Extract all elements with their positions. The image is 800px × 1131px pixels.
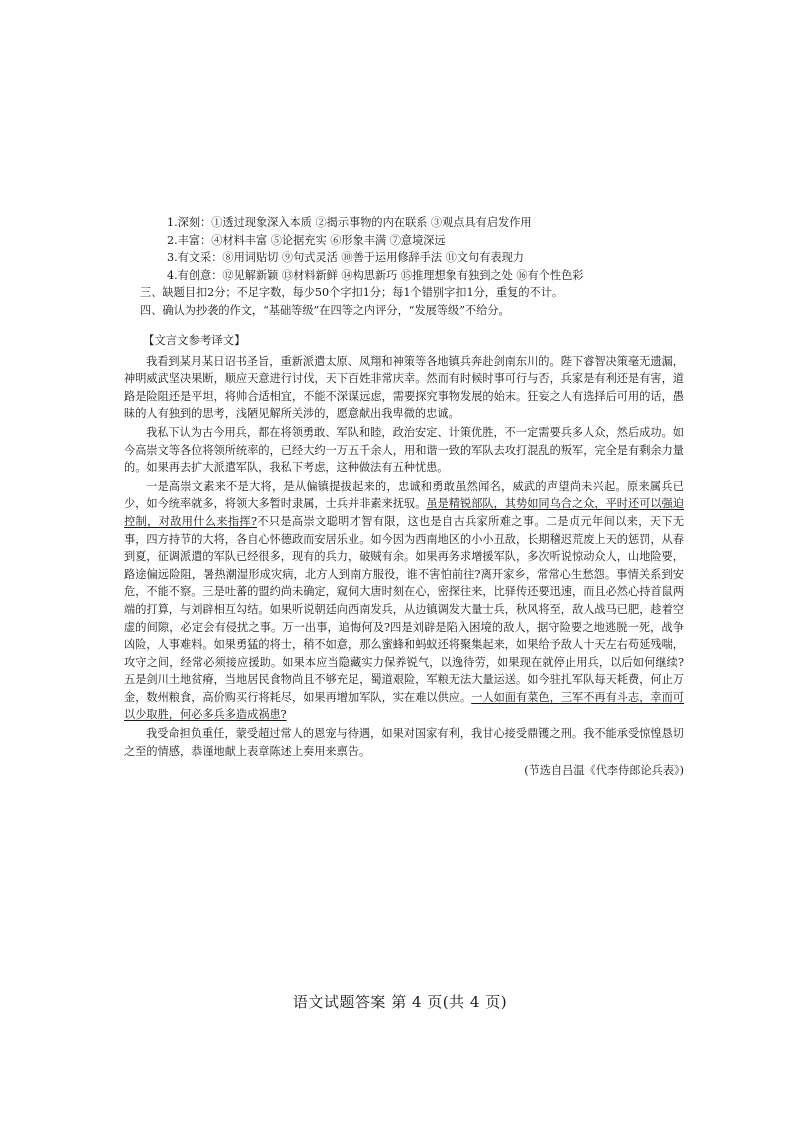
paragraph-3	[124, 478, 684, 724]
paragraph-2: 我私下认为古今用兵，都在将领勇敢、军队和睦，政治安定、计策优胜，不一定需要兵多人众，然后成功。如今高崇文等各位将领所统率的，已经大约一万五千余人，用和谐一致的军队去攻打混乱的叛军，完全是有剩余力量的。如果再去扩大派遣军队，我私下考虑，这种做法有五种忧患。	[124, 425, 684, 475]
criterion-richness: 2.丰富：④材料丰富 ⑤论据充实 ⑥形象丰满 ⑦意境深远	[167, 233, 446, 247]
classical-chinese-translation	[124, 332, 684, 780]
paragraph-3-part-b: 不只是高崇文聪明才智有限，这也是自古兵家所难之事。二是贞元年间以来，天下无事，四方持节的大将，各自心怀德政而安居乐业。如今因为西南地区的小小丑敌，长期稽迟荒废上天的惩罚，从春到夏，征调派遣的军队已经很多，现有的兵力，破贼有余。如果再务求增援军队，多次听说惊动众人，山地险要，路途偏远险阻，暑热潮湿形成灾病，北方人到南方服役，谁不害怕前往?离开家乡，常常心生愁怨。事情关系到安危，不能不察。三是吐蕃的盟约尚未确定，窥伺大唐时刻在心，密探往来，比驿传还要迅速，而且必然心持首鼠两端的打算，与刘辟相互勾结。如果听说朝廷向西南发兵，从边镇调发大量士兵，秋风将至，敌人战马已肥，趁着空虚的间隙，必定会有侵扰之事。万一出事，追悔何及?四是刘辟是陷入困境的敌人，据守险要之地逃脱一死，战争凶险，人事难料。如果勇猛的将士，稍不如意，那么蜜蜂和蚂蚁还将聚集起来，如果给予敌人十天左右苟延残喘，攻守之间，经常必须接应援助。如果本应当隐藏实力保养锐气，以逸待劳，如果现在就停止用兵，以后如何继续?五是剑川土地贫瘠，当地居民食物尚且不够充足，蜀道艰险，军粮无法大量运送。如今驻扎军队每天耗费，何止万金，数州粮食，高价购买行将耗尽，如果再增加军队，实在难以供应。	[124, 514, 685, 704]
underlined-sentence-2: 一人如面有菜色，三军不再有斗志，幸而可以少取胜，何必多兵多造成祸患?	[124, 690, 684, 722]
grading-criteria	[140, 214, 700, 320]
paragraph-3-part-a: 一是高崇文素来不是大将，是从偏镇提拔起来的，忠诚和勇敢虽然闻名，威武的声望尚未兴起。原来属兵已少，如今统率就多，将领大多暂时隶属，士兵并非素来抚驭。	[124, 479, 684, 511]
paragraph-1: 我看到某月某日诏书圣旨，重新派遣太原、凤翔和神策等各地镇兵奔赴剑南东川的。陛下睿智决策毫无遗漏，神明威武坚决果断，顺应天意进行讨伐，天下百姓非常庆幸。然而有时候时事可行与否，兵家是有利还是有害，道路是险阻还是平坦，将帅合适相宜，不能不深谋远虑，需要探究事物发展的始末。狂妄之人有选择后可用的话，愚昧的人有独到的思考，浅陋见解所关涉的，愿意献出我卑微的忠诚。	[124, 354, 684, 421]
page-footer: 语文试题答案 第 4 页(共 4 页)	[292, 993, 508, 1011]
criterion-literary-grace: 3.有文采：⑧用词贴切 ⑨句式灵活 ⑩善于运用修辞手法 ⑪文句有表现力	[167, 251, 524, 265]
rule-missing-title: 三、缺题目扣2分；不足字数，每少50个字扣1分；每1个错别字扣1分，重复的不计。	[140, 286, 564, 300]
criterion-creativity: 4.有创意：⑫见解新颖 ⑬材料新鲜 ⑭构思新巧 ⑮推理想象有独到之处 ⑯有个性色彩	[167, 268, 584, 282]
source-citation: (节选自吕温《代李侍郎论兵表》)	[524, 764, 684, 778]
rule-plagiarism: 四、确认为抄袭的作文，“基础等级”在四等之内评分，“发展等级”不给分。	[140, 303, 510, 317]
criterion-depth: 1.深刻：①透过现象深入本质 ②揭示事物的内在联系 ③观点具有启发作用	[167, 216, 532, 229]
paragraph-4: 我受命担负重任，蒙受超过常人的恩宠与待遇，如果对国家有利，我甘心接受鼎镬之刑。我不能承受惊惶恳切之至的情感，恭谨地献上表章陈述上奏用来禀告。	[124, 727, 684, 758]
translation-heading: 【文言文参考译文】	[143, 333, 246, 347]
underlined-sentence-1: 虽是精锐部队，其势如同乌合之众，平时还可以强迫控制，对敌用什么来指挥?	[124, 497, 684, 528]
